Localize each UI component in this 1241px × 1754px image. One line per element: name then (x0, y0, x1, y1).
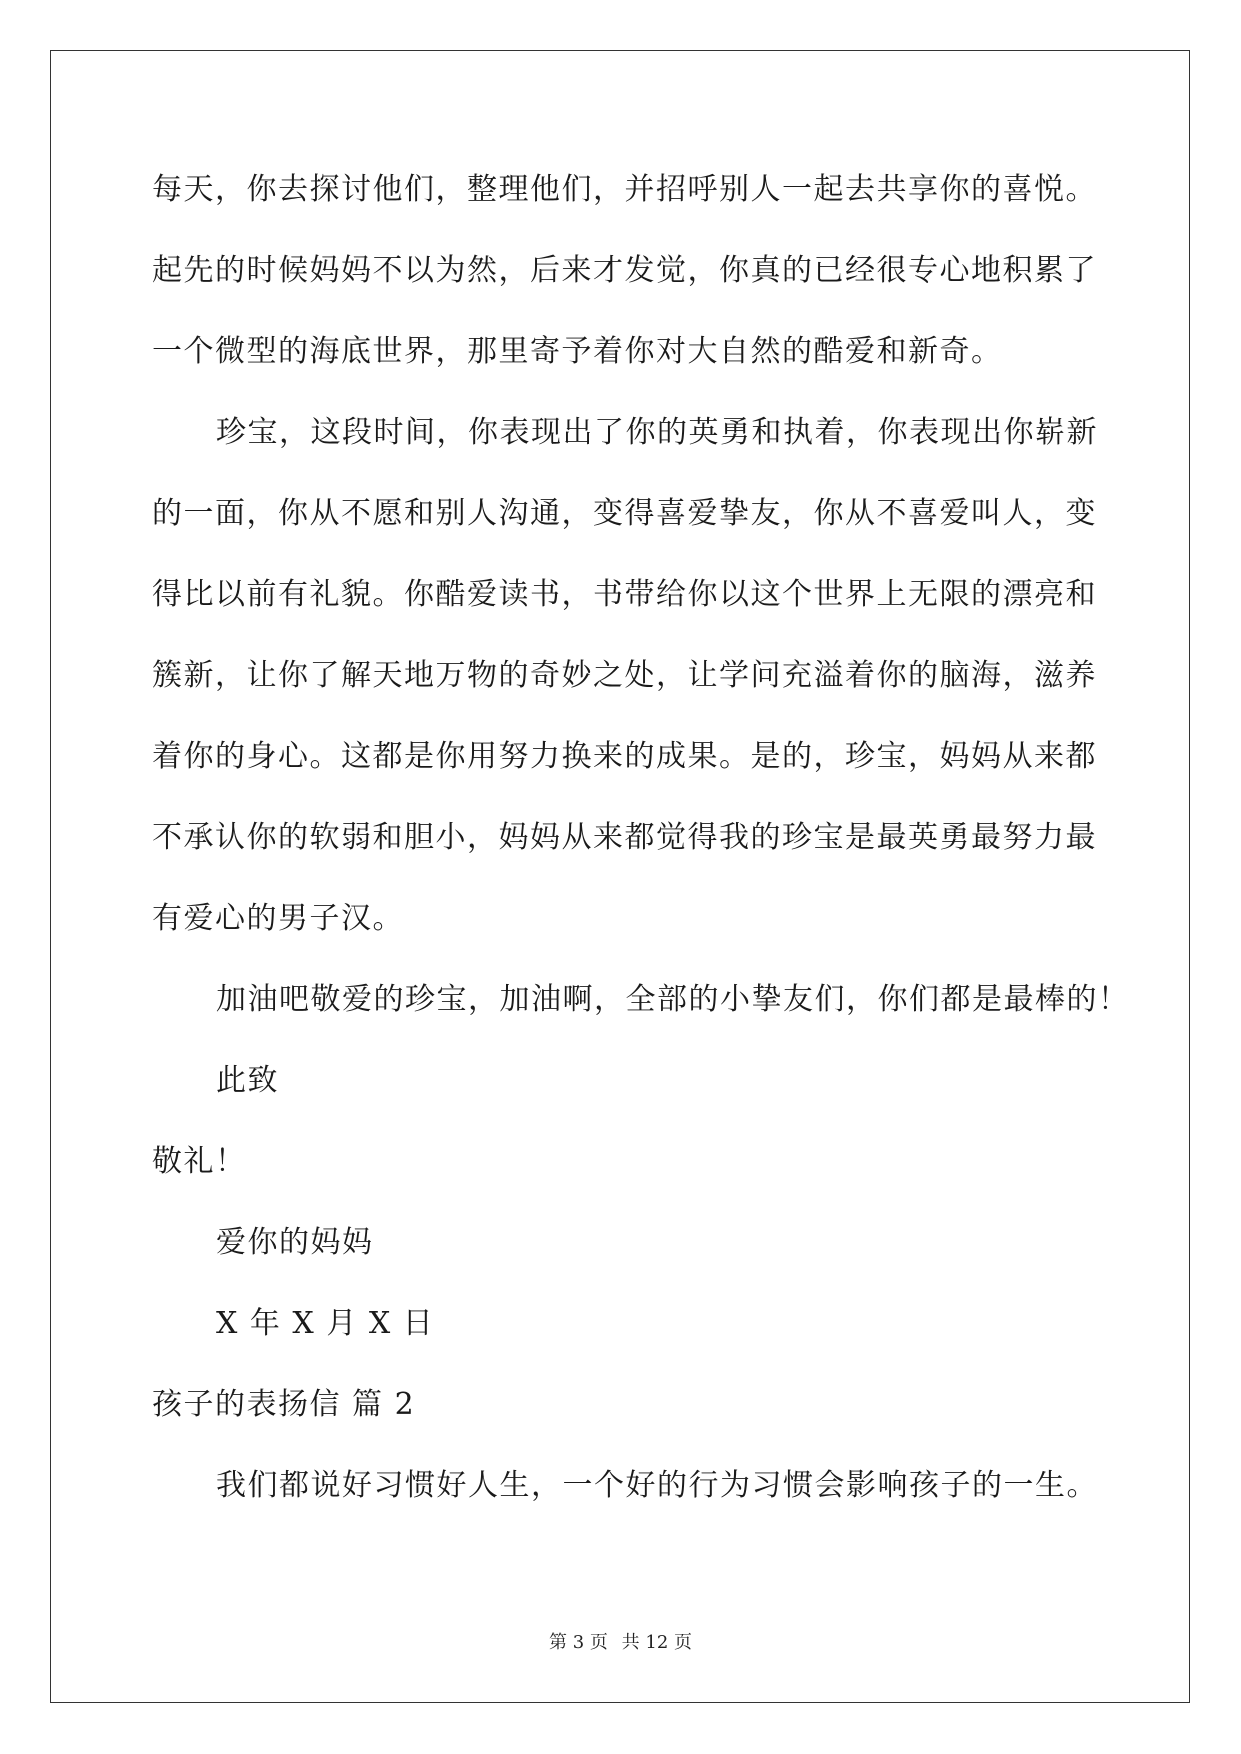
text-line-10: 有爱心的男子汉。 (152, 901, 404, 936)
text-line-7: 簇新，让你了解天地万物的奇妙之处，让学问充溢着你的脑海，滋养 (152, 658, 1097, 693)
document-body (152, 158, 1130, 1535)
text-line-11: 加油吧敬爱的珍宝，加油啊，全部的小挚友们，你们都是最棒的！ (216, 982, 1130, 1017)
text-line-9: 不承认你的软弱和胆小，妈妈从来都觉得我的珍宝是最英勇最努力最 (152, 820, 1097, 855)
text-line-8: 着你的身心。这都是你用努力换来的成果。是的，珍宝，妈妈从来都 (152, 739, 1097, 774)
text-line-17: 我们都说好习惯好人生，一个好的行为习惯会影响孩子的一生。 (216, 1468, 1098, 1503)
text-line-2: 起先的时候妈妈不以为然，后来才发觉，你真的已经很专心地积累了 (152, 253, 1097, 288)
date-line: X 年 X 月 X 日 (216, 1306, 435, 1341)
closing-regards: 敬礼！ (152, 1144, 247, 1179)
closing-salutation: 此致 (216, 1063, 279, 1098)
page-number: 第 3 页 (549, 1632, 608, 1653)
section-heading: 孩子的表扬信 篇 2 (152, 1387, 416, 1422)
page-footer (0, 1628, 1241, 1654)
text-line-6: 得比以前有礼貌。你酷爱读书，书带给你以这个世界上无限的漂亮和 (152, 577, 1097, 612)
text-line-5: 的一面，你从不愿和别人沟通，变得喜爱挚友，你从不喜爱叫人，变 (152, 496, 1097, 531)
signature: 爱你的妈妈 (216, 1225, 374, 1260)
text-line-4: 珍宝，这段时间，你表现出了你的英勇和执着，你表现出你崭新 (216, 415, 1098, 450)
page-total: 共 12 页 (621, 1632, 692, 1653)
text-line-1: 每天，你去探讨他们，整理他们，并招呼别人一起去共享你的喜悦。 (152, 172, 1097, 207)
text-line-3: 一个微型的海底世界，那里寄予着你对大自然的酷爱和新奇。 (152, 334, 1003, 369)
